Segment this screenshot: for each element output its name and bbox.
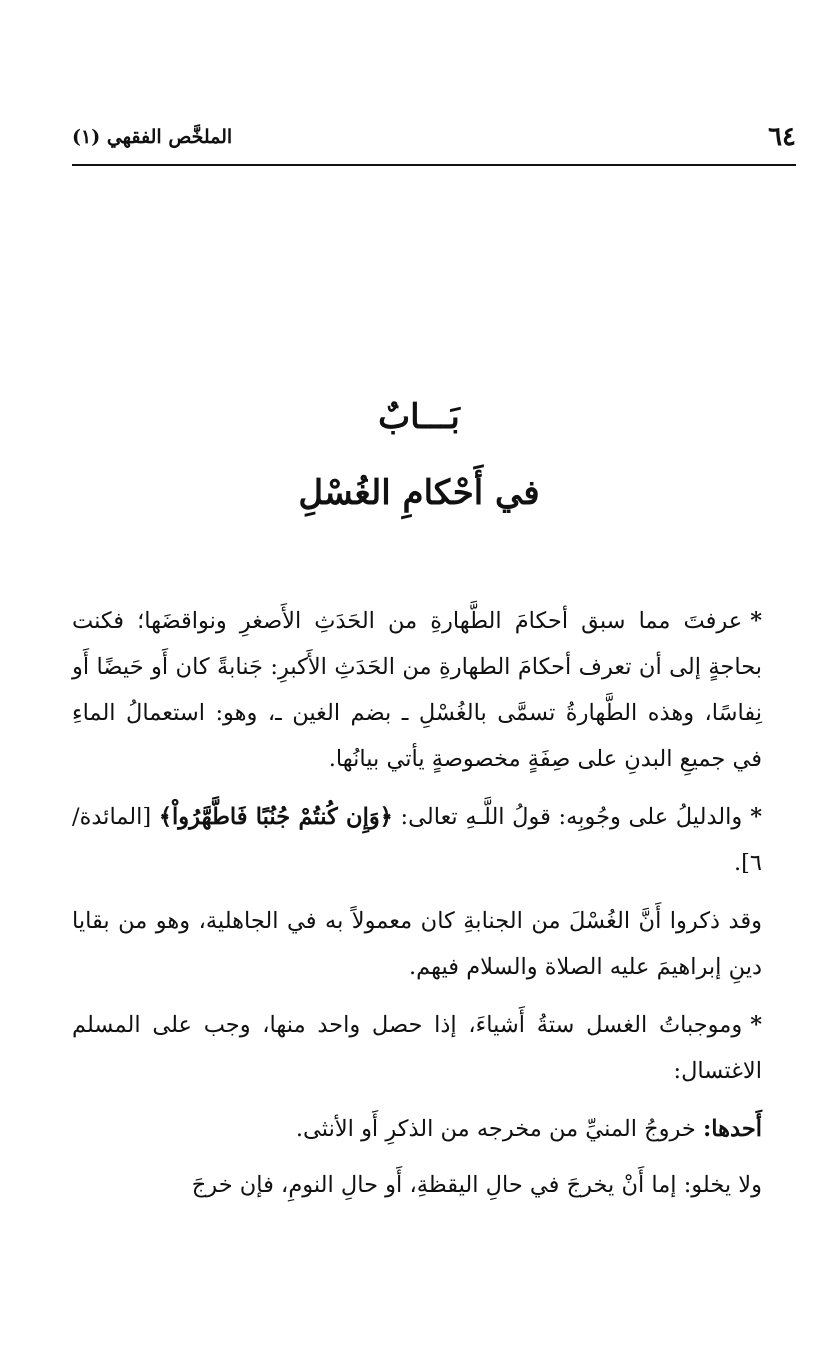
paragraph-continuation: ولا يخلو: إما أَنْ يخرجَ في حالِ اليقظةِ، أَو حالِ النومِ، فإن خرجَ bbox=[191, 1172, 762, 1198]
star-bullet: * bbox=[750, 804, 763, 830]
paragraph-history: وقد ذكروا أَنَّ الغُسْلَ من الجنابةِ كان معمولاً به في الجاهلية، وهو من بقايا دينِ إبراهيمَ عليه الصلاة والسلام فيهم. bbox=[72, 908, 762, 980]
star-bullet: * bbox=[750, 1012, 762, 1038]
body-text bbox=[72, 598, 796, 1218]
page-number: ٦٤ bbox=[768, 122, 796, 152]
paragraph-evidence bbox=[72, 794, 796, 886]
book-title: الملخَّص الفقهي (١) bbox=[72, 126, 233, 148]
header-rule bbox=[72, 164, 796, 166]
first-item-text: خروجُ المنيِّ من مخرجه من الذكرِ أَو الأنثى. bbox=[295, 1116, 696, 1142]
obligations-text: وموجباتُ الغسل ستةُ أَشياءَ، إذا حصل واحد منها، وجب على المسلم الاغتسال: bbox=[72, 1012, 762, 1084]
chapter-label: بَـــابٌ bbox=[378, 397, 460, 437]
paragraph-first-item bbox=[72, 1106, 796, 1152]
paragraph-intro bbox=[72, 598, 796, 782]
chapter-heading bbox=[0, 388, 838, 522]
paragraph-obligations bbox=[72, 1002, 796, 1094]
paragraph-intro-text: عرفتَ مما سبق أحكامَ الطَّهارةِ من الحَدَثِ الأَصغرِ ونواقضَها؛ فكنت بحاجةٍ إلى أن تعرف أحكامَ الطهارةِ من الحَدَثِ الأَكبرِ: جَنابةً كان أَو حَيضًا أَو نِفاسًا، وهذه الطَّهارةُ تسمَّى بالغُسْلِ ـ بضم الغين ـ، وهو: استعمالُ الماءِ في جميعِ البدنِ على صِفَةٍ مخصوصةٍ يأتي بيانُها. bbox=[72, 608, 762, 772]
quran-verse: ﴿وَإِن كُنتُمْ جُنُبًا فَاطَّهَّرُواْ﴾ bbox=[158, 804, 393, 830]
evidence-text: والدليلُ على وجُوبِه: قولُ اللَّـهِ تعالى: bbox=[400, 804, 743, 830]
star-bullet: * bbox=[750, 608, 762, 634]
chapter-title: في أَحْكامِ الغُسْلِ bbox=[298, 473, 540, 513]
page-header bbox=[72, 118, 796, 166]
verse-reference: [المائدة/ ٦]. bbox=[72, 804, 762, 876]
first-item-label: أَحدها: bbox=[703, 1116, 762, 1142]
